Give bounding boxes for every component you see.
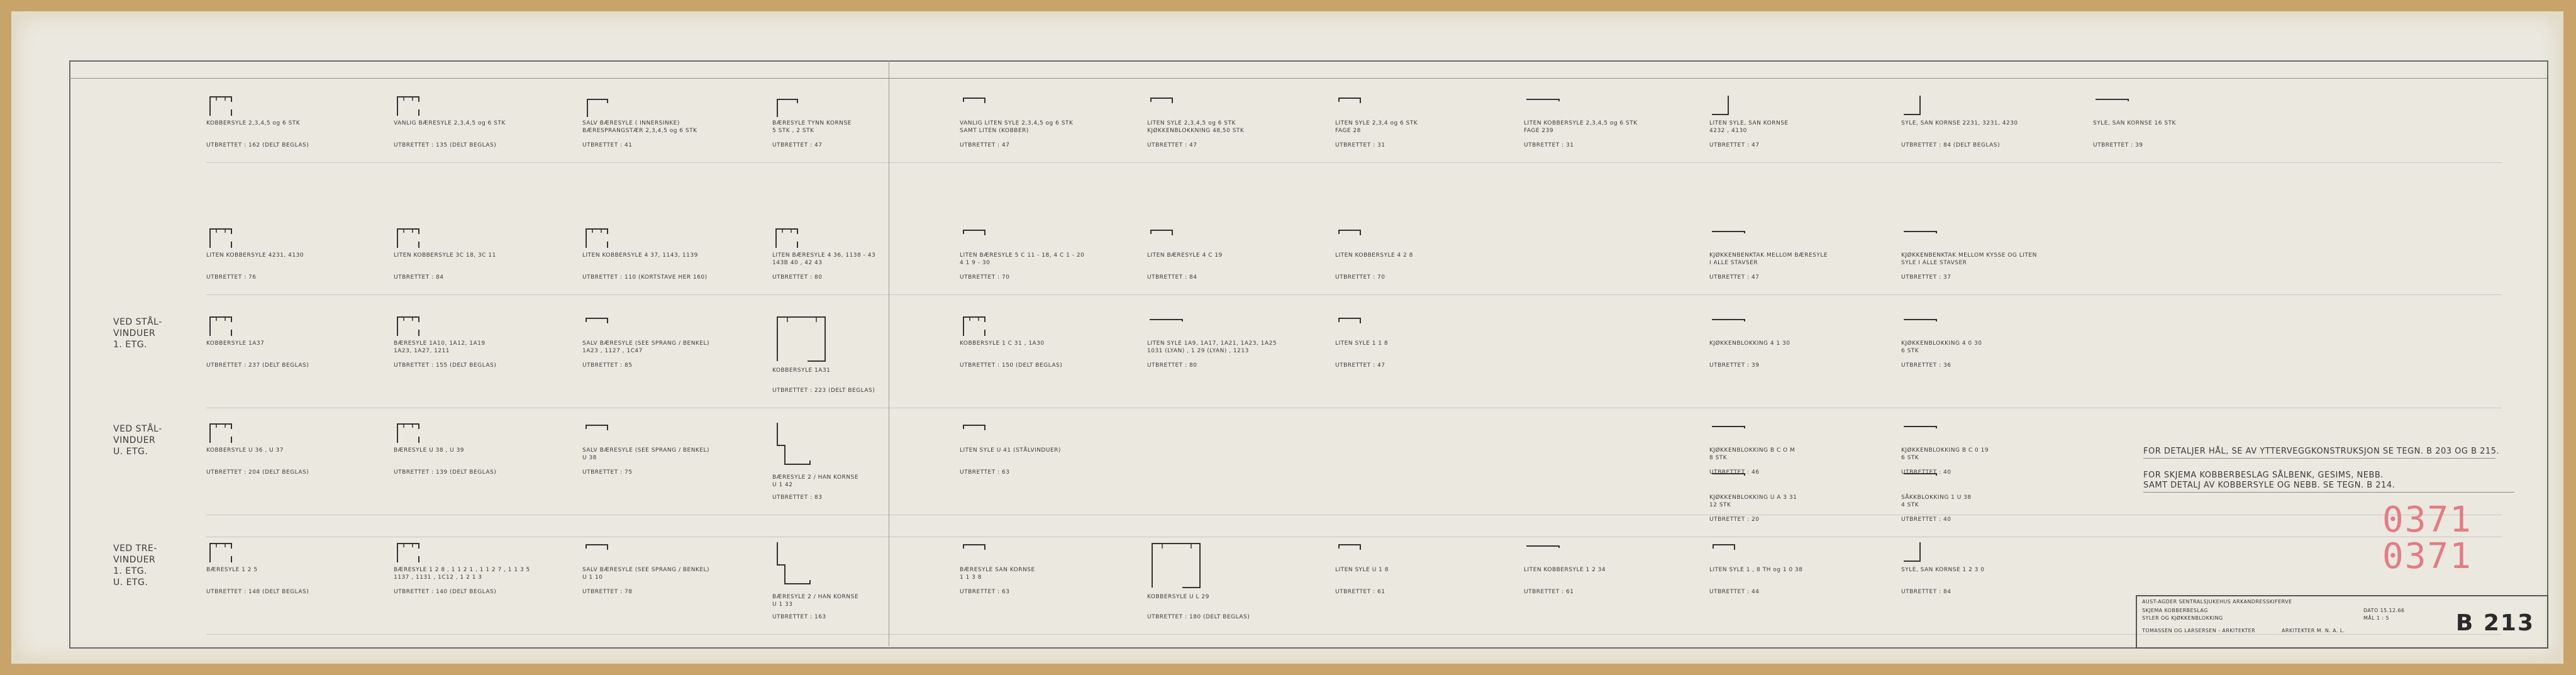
- profile-label: VANLIG BÆRESYLE 2,3,4,5 og 6 STK: [394, 120, 506, 126]
- unfolded-width: UTBRETTET : 84: [394, 274, 444, 281]
- unfolded-width: UTBRETTET : 31: [1524, 142, 1574, 148]
- unfolded-width: UTBRETTET : 70: [1335, 274, 1385, 281]
- profile-label: KJØKKENBLOKKING B C 0 19 6 STK: [1901, 447, 1989, 461]
- profile-drawing-cap: [1335, 313, 1367, 338]
- profile-drawing-flat: [1709, 420, 1747, 433]
- title-subject: SKJEMA KOBBERBESLAG: [2142, 608, 2208, 613]
- title-block: [2136, 595, 2548, 649]
- profile-label: LITEN KOBBERSYLE 3C 18, 3C 11: [394, 252, 496, 259]
- profile-drawing-frame: [394, 225, 425, 250]
- profile-drawing-box: [772, 313, 829, 364]
- unfolded-width: UTBRETTET : 155 (DELT BEGLAS): [394, 362, 497, 369]
- profile-label: KJØKKENBLOKKING B C O M 8 STK: [1709, 447, 1796, 461]
- unfolded-width: UTBRETTET : 85: [582, 362, 633, 369]
- unfolded-width: UTBRETTET : 37: [1901, 274, 1951, 281]
- unfolded-width: UTBRETTET : 76: [206, 274, 257, 281]
- profile-label: LITEN SYLE 2,3,4,5 og 6 STK KJØKKENBLOKKNING 48,50 STK: [1147, 120, 1245, 134]
- profile-drawing-flat: [1709, 313, 1747, 326]
- unfolded-width: UTBRETTET : 223 (DELT BEGLAS): [772, 388, 875, 394]
- unfolded-width: UTBRETTET : 110 (KORTSTAVE HER 160): [582, 274, 708, 281]
- profile-drawing-step: [772, 420, 816, 471]
- profile-drawing-frame: [206, 225, 238, 250]
- title-firm: TOMASSEN OG LARSERSEN - ARKITEKTER: [2142, 628, 2256, 633]
- profile-label: SYLE, SAN KORNSE 1 2 3 0: [1901, 567, 1985, 573]
- detail-note: FOR DETALJER HÅL, SE AV YTTERVEGGKONSTRUKSJON SE TEGN. B 203 OG B 215.: [2143, 447, 2500, 456]
- unfolded-width: UTBRETTET : 40: [1901, 469, 1951, 476]
- profile-label: LITEN SYLE U 41 (STÅLVINDUER): [960, 447, 1061, 454]
- profile-label: KJØKKENBENKTAK MELLOM KYSSE OG LITEN SYLE I ALLE STAVSER: [1901, 252, 2037, 266]
- unfolded-width: UTBRETTET : 84 (DELT BEGLAS): [1901, 142, 2000, 148]
- profile-drawing-cap: [1147, 93, 1179, 118]
- unfolded-width: UTBRETTET : 47: [1709, 142, 1760, 148]
- row-label-r4: VED STÅL- VINDUER U. ETG.: [113, 424, 162, 457]
- profile-drawing-frame: [206, 93, 238, 118]
- unfolded-width: UTBRETTET : 162 (DELT BEGLAS): [206, 142, 309, 148]
- profile-label: BÆRESYLE 1A10, 1A12, 1A19 1A23, 1A27, 1211: [394, 340, 486, 354]
- unfolded-width: UTBRETTET : 80: [1147, 362, 1197, 369]
- unfolded-width: UTBRETTET : 47: [772, 142, 823, 148]
- drawing-number: B 213: [2455, 610, 2534, 636]
- profile-label: LITEN SYLE 1 1 8: [1335, 340, 1389, 347]
- archive-stamp: [2382, 499, 2472, 577]
- unfolded-width: UTBRETTET : 148 (DELT BEGLAS): [206, 589, 309, 595]
- profile-label: LITEN SYLE 2,3,4 og 6 STK FAGE 28: [1335, 120, 1418, 134]
- profile-label: KJØKKENBLOKKING 4 1 30: [1709, 340, 1790, 347]
- profile-label: KJØKKENBLOKKING U A 3 31 12 STK: [1709, 494, 1797, 508]
- profile-label: KJØKKENBENKTAK MELLOM BÆRESYLE I ALLE STAVSER: [1709, 252, 1828, 266]
- frame-inner-line: [69, 78, 2547, 79]
- profile-drawing-flat: [1524, 540, 1562, 552]
- unfolded-width: UTBRETTET : 80: [772, 274, 823, 281]
- profile-label: LITEN KOBBERSYLE 2,3,4,5 og 6 STK FAGE 239: [1524, 120, 1638, 134]
- profile-drawing-flat: [1524, 93, 1562, 106]
- profile-label: KJØKKENBLOKKING 4 0 30 6 STK: [1901, 340, 1982, 354]
- profile-drawing-box: [1147, 540, 1204, 590]
- profile-drawing-flat: [1901, 467, 1939, 480]
- unfolded-width: UTBRETTET : 84: [1147, 274, 1197, 281]
- unfolded-width: UTBRETTET : 70: [960, 274, 1010, 281]
- profile-label: BÆRESYLE TYNN KORNSE 5 STK , 2 STK: [772, 120, 852, 134]
- title-date: DATO 15.12.66: [2363, 608, 2405, 613]
- profile-drawing-angle: [772, 93, 804, 118]
- profile-drawing-flat: [1147, 313, 1185, 326]
- unfolded-width: UTBRETTET : 39: [1709, 362, 1760, 369]
- profile-drawing-corner: [1709, 93, 1741, 118]
- profile-label: VANLIG LITEN SYLE 2,3,4,5 og 6 STK SAMT LITEN (KOBBER): [960, 120, 1074, 134]
- unfolded-width: UTBRETTET : 163: [772, 614, 826, 620]
- profile-drawing-corner: [1901, 540, 1933, 565]
- unfolded-width: UTBRETTET : 75: [582, 469, 633, 476]
- profile-drawing-corner: [1901, 93, 1933, 118]
- unfolded-width: UTBRETTET : 41: [582, 142, 633, 148]
- unfolded-width: UTBRETTET : 139 (DELT BEGLAS): [394, 469, 497, 476]
- profile-label: KOBBERSYLE U L 29: [1147, 594, 1209, 600]
- profile-label: SALV BÆRESYLE (SEE SPRANG / BENKEL) 1A23 , 1127 , 1C47: [582, 340, 710, 354]
- profile-label: KOBBERSYLE 1 C 31 , 1A30: [960, 340, 1045, 347]
- profile-drawing-frame: [772, 225, 804, 250]
- profile-drawing-cap: [1335, 540, 1367, 565]
- unfolded-width: UTBRETTET : 36: [1901, 362, 1951, 369]
- unfolded-width: UTBRETTET : 150 (DELT BEGLAS): [960, 362, 1063, 369]
- profile-label: LITEN BÆRESYLE 4 C 19: [1147, 252, 1223, 259]
- profile-drawing-cap: [1709, 540, 1741, 565]
- unfolded-width: UTBRETTET : 39: [2093, 142, 2143, 148]
- profile-drawing-cap: [960, 420, 991, 445]
- profile-label: LITEN SYLE U 1 8: [1335, 567, 1389, 573]
- profile-drawing-cap: [582, 313, 614, 338]
- profile-drawing-frame: [206, 313, 238, 338]
- unfolded-width: UTBRETTET : 47: [960, 142, 1010, 148]
- title-subject-2: SYLER OG KJØKKENBLOKKING: [2142, 615, 2223, 621]
- stamp-line-1: 0371: [2382, 499, 2472, 540]
- scheme-note-underline: [2143, 492, 2514, 493]
- title-project: AUST-AGDER SENTRALSJUKEHUS ARKANDRESSKIFERVE: [2142, 599, 2292, 605]
- profile-label: BÆRESYLE 2 / HAN KORNSE U 1 33: [772, 594, 859, 608]
- profile-label: LITEN SYLE, SAN KORNSE 4232 , 4130: [1709, 120, 1789, 134]
- title-scale: MÅL 1 : 5: [2363, 615, 2389, 621]
- unfolded-width: UTBRETTET : 140 (DELT BEGLAS): [394, 589, 497, 595]
- profile-drawing-flat: [1901, 420, 1939, 433]
- profile-drawing-flat: [1901, 225, 1939, 238]
- unfolded-width: UTBRETTET : 63: [960, 469, 1010, 476]
- profile-drawing-frame: [582, 225, 614, 250]
- unfolded-width: UTBRETTET : 20: [1709, 516, 1760, 523]
- profile-label: LITEN SYLE 1 , 8 TH og 1 0 38: [1709, 567, 1803, 573]
- detail-note-underline: [2143, 458, 2496, 459]
- unfolded-width: UTBRETTET : 44: [1709, 589, 1760, 595]
- profile-label: LITEN KOBBERSYLE 1 2 34: [1524, 567, 1606, 573]
- unfolded-width: UTBRETTET : 61: [1335, 589, 1385, 595]
- profile-drawing-cap: [960, 540, 991, 565]
- profile-drawing-cap: [960, 93, 991, 118]
- profile-drawing-frame: [394, 93, 425, 118]
- profile-label: SYLE, SAN KORNSE 16 STK: [2093, 120, 2176, 126]
- profile-label: LITEN KOBBERSYLE 4 37, 1143, 1139: [582, 252, 698, 259]
- profile-drawing-frame: [394, 540, 425, 565]
- profile-drawing-cap: [960, 225, 991, 250]
- profile-label: KOBBERSYLE 1A37: [206, 340, 265, 347]
- profile-drawing-flat: [1901, 313, 1939, 326]
- unfolded-width: UTBRETTET : 47: [1335, 362, 1385, 369]
- profile-drawing-flat: [1709, 225, 1747, 238]
- profile-label: BÆRESYLE 2 / HAN KORNSE U 1 42: [772, 474, 859, 488]
- unfolded-width: UTBRETTET : 83: [772, 494, 823, 501]
- profile-drawing-frame: [206, 540, 238, 565]
- unfolded-width: UTBRETTET : 47: [1709, 274, 1760, 281]
- unfolded-width: UTBRETTET : 204 (DELT BEGLAS): [206, 469, 309, 476]
- row-label-r6: VED TRE- VINDUER 1. ETG. U. ETG.: [113, 544, 157, 588]
- unfolded-width: UTBRETTET : 61: [1524, 589, 1574, 595]
- profile-drawing-frame: [394, 313, 425, 338]
- profile-drawing-cap: [1335, 93, 1367, 118]
- profile-drawing-cap: [582, 420, 614, 445]
- unfolded-width: UTBRETTET : 63: [960, 589, 1010, 595]
- profile-label: KOBBERSYLE 2,3,4,5 og 6 STK: [206, 120, 301, 126]
- profile-drawing-frame: [394, 420, 425, 445]
- unfolded-width: UTBRETTET : 180 (DELT BEGLAS): [1147, 614, 1250, 620]
- title-architects: ARKITEKTER M. N. A. L.: [2282, 628, 2345, 633]
- profile-drawing-cap: [1335, 225, 1367, 250]
- profile-label: LITEN SYLE 1A9, 1A17, 1A21, 1A23, 1A25 1031 (LYAN) , 1 29 (LYAN) , 1213: [1147, 340, 1277, 354]
- profile-drawing-step: [772, 540, 816, 590]
- profile-label: BÆRESYLE U 38 , U 39: [394, 447, 465, 454]
- profile-label: BÆRESYLE 1 2 5: [206, 567, 258, 573]
- profile-label: LITEN KOBBERSYLE 4231, 4130: [206, 252, 304, 259]
- profile-label: BÆRESYLE SAN KORNSE 1 1 3 8: [960, 567, 1035, 581]
- profile-label: KOBBERSYLE 1A31: [772, 367, 831, 374]
- unfolded-width: UTBRETTET : 47: [1147, 142, 1197, 148]
- unfolded-width: UTBRETTET : 78: [582, 589, 633, 595]
- row-label-r3: VED STÅL- VINDUER 1. ETG.: [113, 317, 162, 350]
- profile-drawing-flat: [2093, 93, 2131, 106]
- profile-label: KOBBERSYLE U 36 , U 37: [206, 447, 284, 454]
- unfolded-width: UTBRETTET : 237 (DELT BEGLAS): [206, 362, 309, 369]
- profile-drawing-angle: [582, 93, 614, 118]
- unfolded-width: UTBRETTET : 40: [1901, 516, 1951, 523]
- profile-label: SYLE, SAN KORNSE 2231, 3231, 4230: [1901, 120, 2018, 126]
- unfolded-width: UTBRETTET : 46: [1709, 469, 1760, 476]
- profile-drawing-cap: [1147, 225, 1179, 250]
- unfolded-width: UTBRETTET : 31: [1335, 142, 1385, 148]
- profile-label: SALV BÆRESYLE (SEE SPRANG / BENKEL) U 1 10: [582, 567, 710, 581]
- profile-drawing-frame: [960, 313, 991, 338]
- profile-drawing-frame: [206, 420, 238, 445]
- profile-label: SALV BÆRESYLE (SEE SPRANG / BENKEL) U 38: [582, 447, 710, 461]
- stamp-line-2: 0371: [2382, 536, 2472, 577]
- drawing-sheet: [11, 11, 2563, 664]
- profile-label: LITEN BÆRESYLE 5 C 11 - 18, 4 C 1 - 20 4 1 9 - 30: [960, 252, 1085, 266]
- scheme-note: FOR SKJEMA KOBBERBESLAG SÅLBENK, GESIMS, NEBB. SAMT DETALJ AV KOBBERSYLE OG NEBB. SE TEGN. B 214.: [2143, 471, 2396, 490]
- profile-label: LITEN BÆRESYLE 4 36, 1138 - 43 143B 40 , 42 43: [772, 252, 876, 266]
- profile-drawing-cap: [582, 540, 614, 565]
- profile-label: SALV BÆRESYLE ( INNERSINKE) BÆRESPRANGSTÆR 2,3,4,5 og 6 STK: [582, 120, 697, 134]
- unfolded-width: UTBRETTET : 135 (DELT BEGLAS): [394, 142, 497, 148]
- profile-label: LITEN KOBBERSYLE 4 2 8: [1335, 252, 1413, 259]
- row-guide-line: [206, 162, 2502, 163]
- profile-drawing-flat: [1709, 467, 1747, 480]
- profile-label: BÆRESYLE 1 2 8 , 1 1 2 1 , 1 1 2 7 , 1 1 3 5 1137 , 1131 , 1C12 , 1 2 1 3: [394, 567, 530, 581]
- row-guide-line: [206, 294, 2502, 295]
- unfolded-width: UTBRETTET : 84: [1901, 589, 1951, 595]
- profile-label: SÅKKBLOKKING 1 U 38 4 STK: [1901, 494, 1972, 508]
